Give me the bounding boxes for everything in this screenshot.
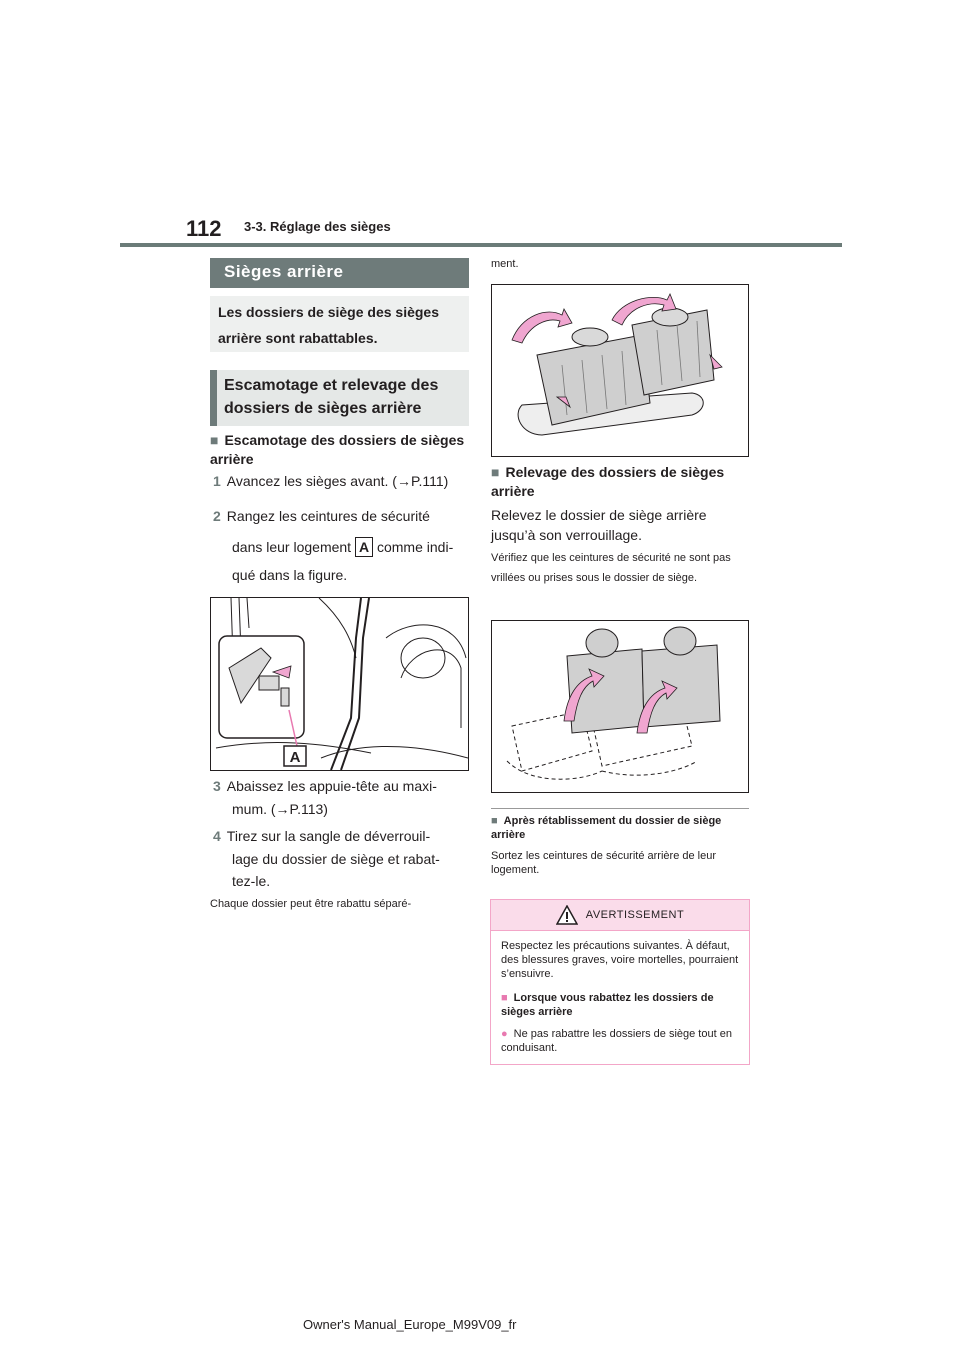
warning-bullet-text: Ne pas rabattre les dossiers de siège tout en conduisant. <box>501 1028 732 1054</box>
subtitle-box: Escamotage et relevage des dossiers de sièges arrière <box>210 370 469 426</box>
section-label: 3-3. Réglage des sièges <box>244 219 391 234</box>
warning-box <box>490 899 750 1065</box>
heading-fold <box>210 431 465 469</box>
heading-after-text: Après rétablissement du dossier de siège arrière <box>491 815 722 841</box>
step-text: dans leur logement <box>232 539 352 555</box>
heading-after <box>491 814 746 842</box>
square-bullet-icon: ■ <box>491 464 500 480</box>
circle-bullet-icon: ● <box>501 1028 508 1040</box>
step-text: comme indi- <box>376 539 454 555</box>
warning-intro: Respectez les précautions suivantes. À défaut, des blessures graves, voire mortelles, pourraient s’ensuivre. <box>501 940 739 980</box>
step-2-line3: qué dans la figure. <box>232 567 348 583</box>
heading-fold-text: Escamotage des dossiers de sièges arrière <box>210 432 465 467</box>
header-rule <box>120 243 842 247</box>
square-bullet-icon: ■ <box>501 992 508 1004</box>
warning-bullet <box>501 1027 739 1055</box>
fold-seats-illustration <box>492 285 748 456</box>
square-bullet-icon: ■ <box>491 815 498 827</box>
step-4-line2: lage du dossier de siège et rabat- <box>232 851 440 867</box>
step-3-line2: mum. (→P.113) <box>232 801 328 817</box>
section-title-bar: Sièges arrière <box>210 258 469 288</box>
step-number: 1 <box>213 473 221 489</box>
figure-label-a: A <box>289 749 301 766</box>
raise-note: Vérifiez que les ceintures de sécurité ne sont pas vrillées ou prises sous le dossier de siège. <box>491 552 731 584</box>
step-text: Avancez les sièges avant. (→P.111) <box>226 473 449 489</box>
step-1 <box>213 472 448 491</box>
warning-heading-text: Lorsque vous rabattez les dossiers de sièges arrière <box>501 992 714 1018</box>
warning-heading <box>501 991 739 1019</box>
step-text: Rangez les ceintures de sécurité <box>226 508 430 524</box>
step-text: Tirez sur la sangle de déverrouil- <box>226 828 431 844</box>
step-text: Abaissez les appuie-tête au maxi- <box>226 778 437 794</box>
page-number: 112 <box>186 216 222 241</box>
warning-header <box>491 900 749 931</box>
step-3 <box>213 777 437 796</box>
note-separate: Chaque dossier peut être rabattu séparé- <box>210 898 412 910</box>
warning-triangle-icon <box>556 905 578 925</box>
raise-seats-illustration <box>492 621 748 792</box>
step-number: 3 <box>213 778 221 794</box>
seatbelt-illustration <box>211 598 468 770</box>
heading-raise-text: Relevage des dossiers de sièges arrière <box>491 464 725 499</box>
heading-raise <box>491 463 746 501</box>
figure-seatbelt-storage <box>210 597 469 771</box>
note-continued: ment. <box>491 258 519 270</box>
figure-fold-seats <box>491 284 749 457</box>
step-4-line3: tez-le. <box>232 873 271 889</box>
raise-instruction: Relevez le dossier de siège arrière jusqu’à son verrouillage. <box>491 507 707 543</box>
footer-manual-id: Owner's Manual_Europe_M99V09_fr <box>303 1317 517 1332</box>
step-4 <box>213 827 430 846</box>
step-number: 4 <box>213 828 221 844</box>
step-2 <box>213 507 430 526</box>
step-2-line2 <box>232 537 453 557</box>
step-number: 2 <box>213 508 221 524</box>
separator-line <box>491 808 749 809</box>
warning-title: AVERTISSEMENT <box>585 909 685 921</box>
after-text: Sortez les ceintures de sécurité arrière de leur logement. <box>491 850 716 876</box>
square-bullet-icon: ■ <box>210 432 219 448</box>
label-a-badge: A <box>355 537 373 557</box>
intro-box: Les dossiers de siège des sièges arrière sont rabattables. <box>210 296 469 352</box>
figure-raise-seats <box>491 620 749 793</box>
